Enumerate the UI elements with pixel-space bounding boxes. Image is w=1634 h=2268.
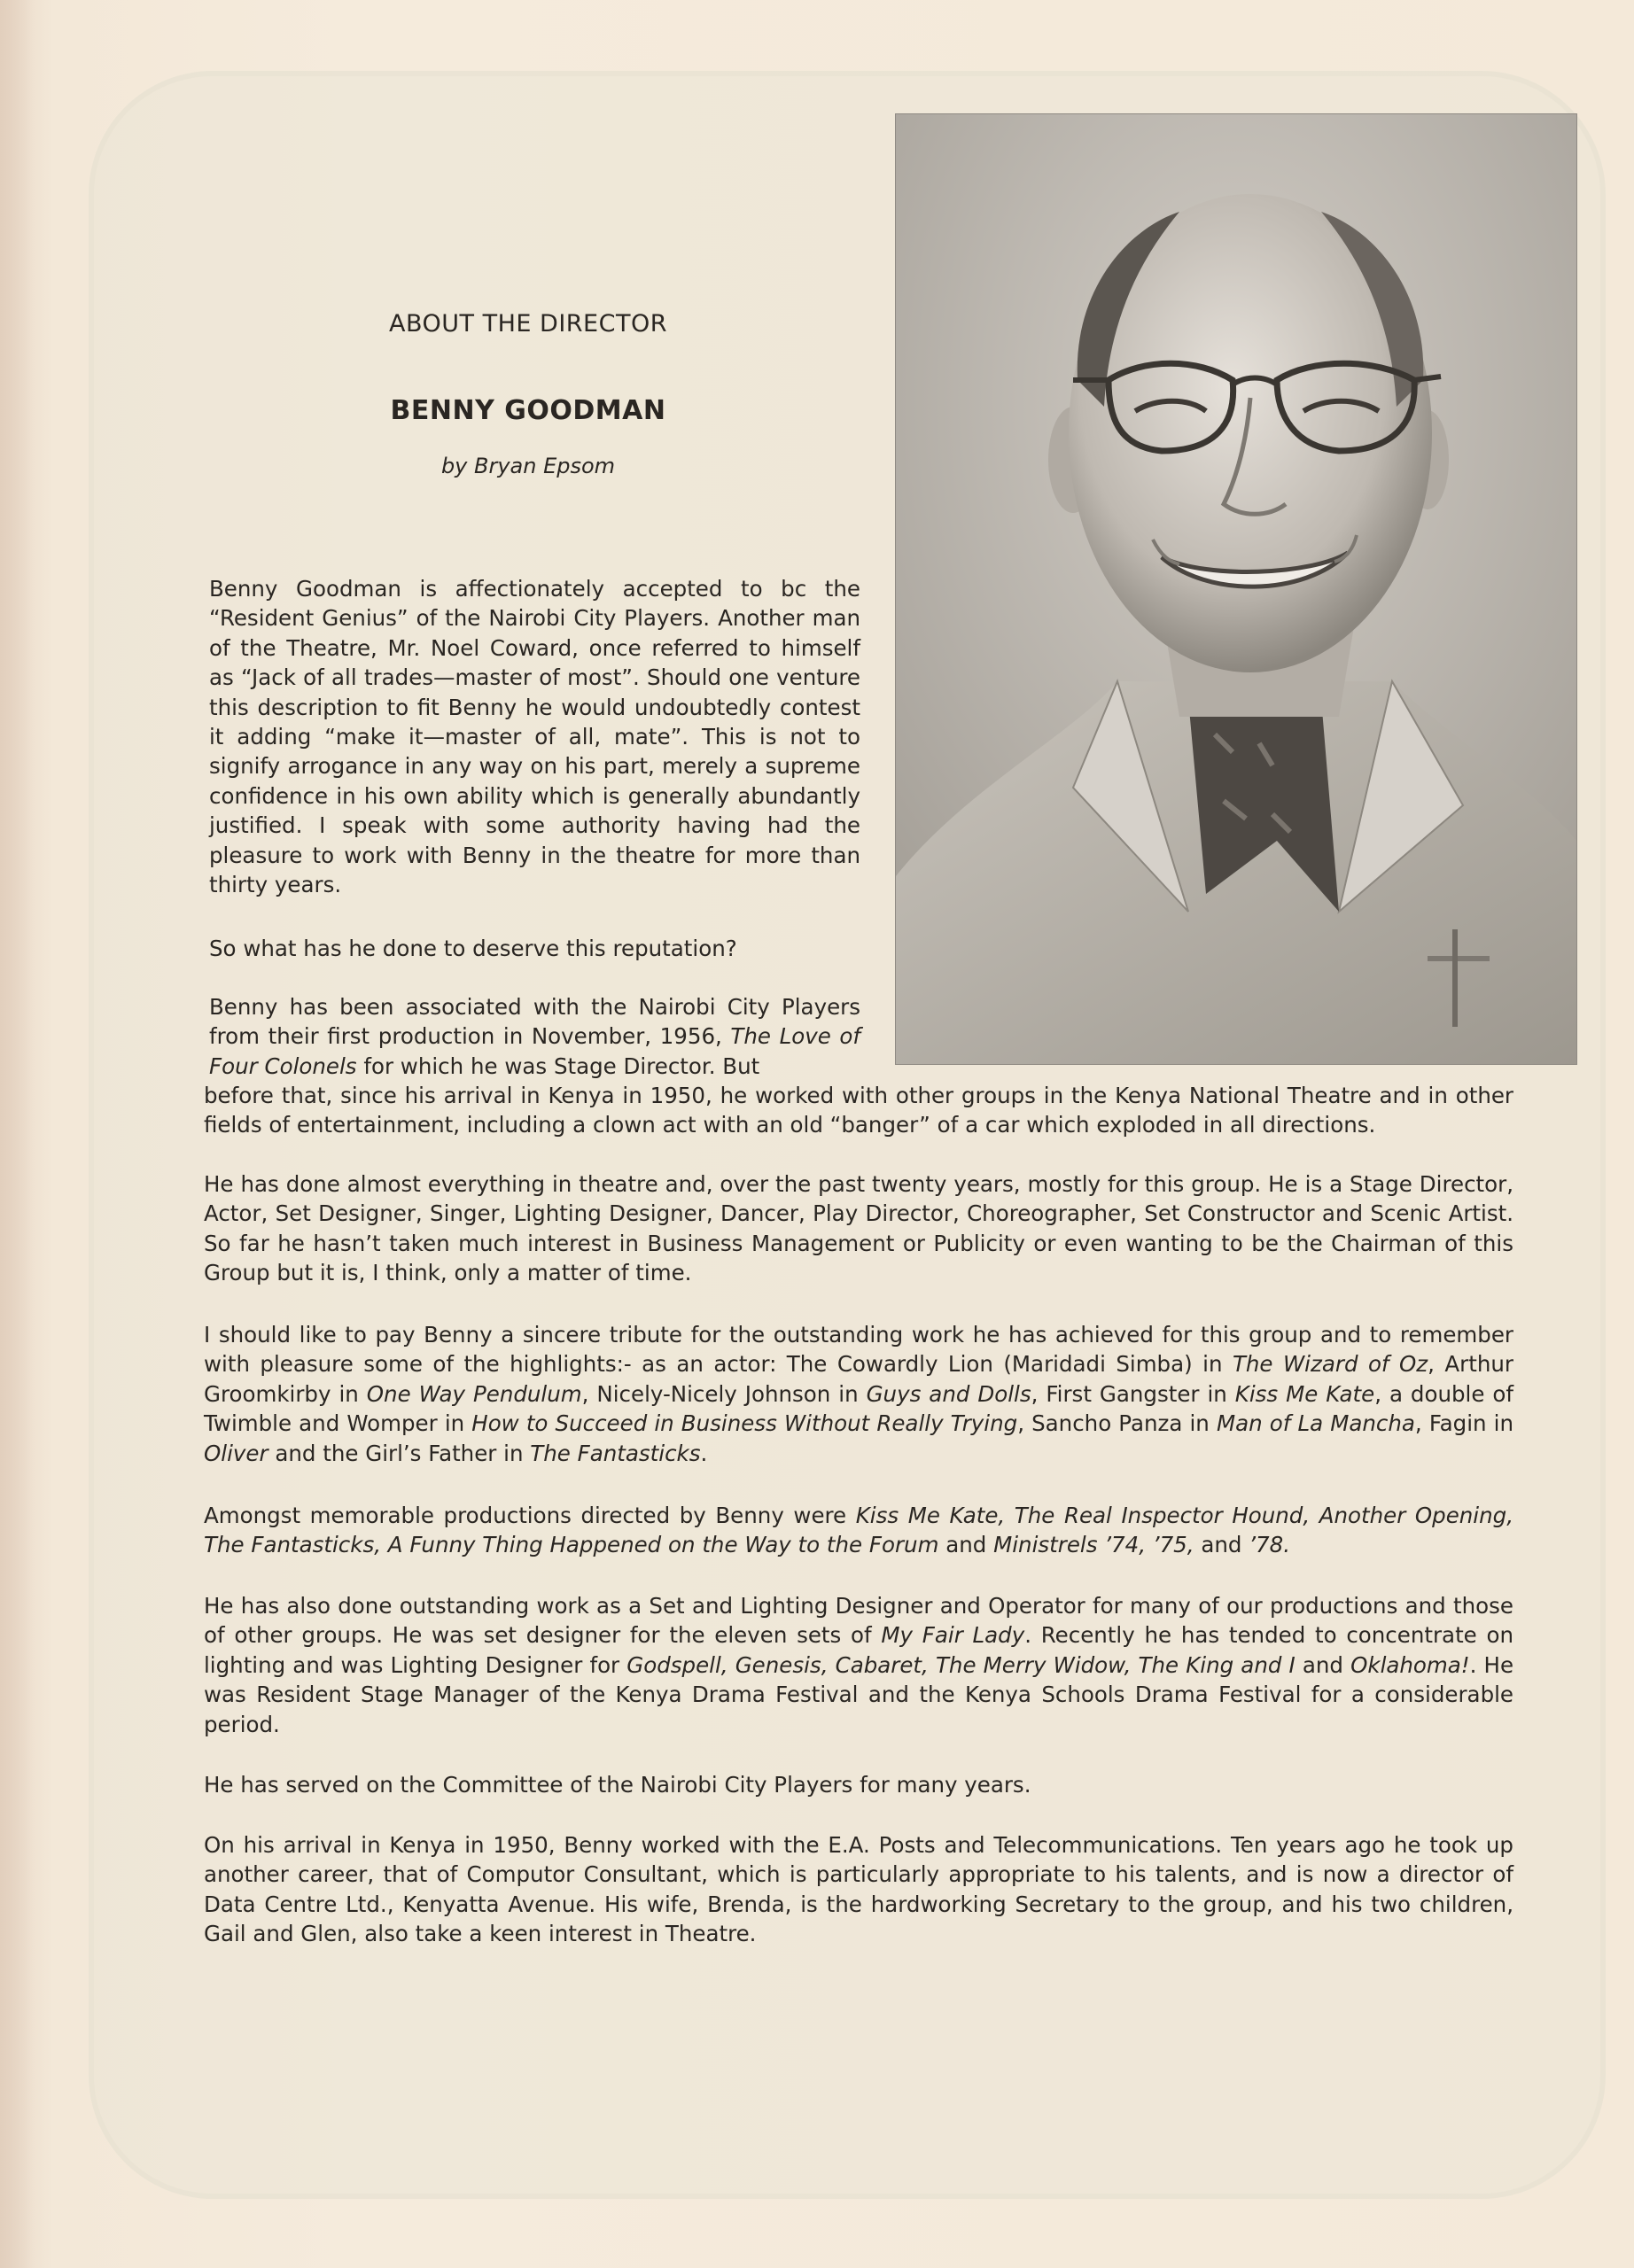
text-run: , Fagin in [1414, 1410, 1514, 1437]
text-run: , First Gangster in [1031, 1380, 1235, 1407]
play-title: Man of La Mancha [1216, 1410, 1415, 1437]
text-run: He has also done outstanding work as a Set and Lighting Designer and Operator for many of our productions and those of other groups. He was set designer for the eleven sets of [204, 1593, 1513, 1649]
portrait-photo [895, 113, 1577, 1065]
text-run: and [1194, 1532, 1249, 1558]
text-run: , a double of Twimble and Womper in [204, 1380, 1514, 1437]
play-title: Oliver [204, 1440, 268, 1466]
play-title: The Wizard of Oz [1232, 1351, 1428, 1378]
text-run: and the Girl’s Father in [268, 1440, 531, 1466]
paragraph-productions [204, 1501, 1513, 1560]
play-title: Guys and Dolls [866, 1380, 1031, 1407]
play-title: Kiss Me Kate, The Real Inspector Hound, Another Opening, The Fantasticks, A Funny Thing Happened on the Way to the Forum [204, 1503, 1513, 1558]
byline: by Bryan Epsom [440, 454, 616, 478]
text-run: and [938, 1532, 994, 1558]
play-title: The Love of Four Colonels [209, 1023, 861, 1079]
article-title: BENNY GOODMAN [390, 395, 666, 426]
play-title: Oklahoma! [1350, 1651, 1470, 1678]
paragraph-tribute [204, 1320, 1513, 1468]
play-title: ’78. [1249, 1532, 1290, 1558]
play-title: The Fantasticks [530, 1440, 701, 1466]
text-run: and [1295, 1651, 1351, 1678]
text-run: , Nicely-Nicely Johnson in [581, 1380, 867, 1407]
text-run: . He was Resident Stage Manager of the Kenya Drama Festival and the Kenya Schools Drama Festival for a considerable period. [204, 1651, 1514, 1737]
paragraph-question: So what has he done to deserve this reputation? [209, 936, 737, 961]
paragraph-committee: He has served on the Committee of the Nairobi City Players for many years. [204, 1772, 1031, 1798]
text-run: for which he was Stage Director. But [356, 1052, 760, 1079]
text-run: , Sancho Panza in [1017, 1410, 1217, 1437]
section-title: ABOUT THE DIRECTOR [389, 310, 667, 338]
paragraph-career: On his arrival in Kenya in 1950, Benny worked with the E.A. Posts and Telecommunications. Ten years ago he took up another career, that of Computor Consultant, which is particularly appropriate to his talents, and is now a director of Data Centre Ltd., Kenyatta Avenue. His wife, Brenda, is the hardworking Secretary to the group, and his two children, Gail and Glen, also take a keen interest in Theatre. [204, 1832, 1513, 1947]
text-run: Amongst memorable productions directed by Benny were [204, 1503, 856, 1528]
play-title: One Way Pendulum [366, 1380, 582, 1407]
paragraph-roles: He has done almost everything in theatre and, over the past twenty years, mostly for this group. He is a Stage Director, Actor, Set Designer, Singer, Lighting Designer, Dancer, Play Director, Choreographer, Set Constructor and Scenic Artist. So far he hasn’t taken much interest in Business Management or Publicity or even wanting to be the Chairman of this Group but it is, I think, only a matter of time. [204, 1171, 1513, 1286]
portrait-illustration [896, 114, 1576, 1064]
paragraph-history-part1 [209, 992, 860, 1081]
text-run: . [700, 1440, 708, 1466]
text-run: . Recently he has tended to concentrate on lighting and was Lighting Designer for [204, 1622, 1514, 1678]
play-title: Godspell, Genesis, Cabaret, The Merry Widow, The King and I [626, 1651, 1296, 1678]
text-run: , Arthur Groomkirby in [204, 1351, 1513, 1407]
paragraph-intro: Benny Goodman is affectionately accepted to bc the “Resident Genius” of the Nairobi City Players. Another man of the Theatre, Mr. Noel Coward, once referred to himself as “Jack of all trades—master of most”. Should one venture this description to fit Benny he would undoubtedly contest it adding “make it—master of all, mate”. This is not to signify arrogance in any way on his part, merely a supreme confidence in his own ability which is generally abundantly justified. I speak with some authority having had the pleasure to work with Benny in the theatre for more than thirty years. [209, 576, 860, 898]
play-title: How to Succeed in Business Without Really Trying [471, 1410, 1018, 1437]
play-title: Ministrels ’74, ’75, [993, 1532, 1194, 1558]
paragraph-history-part2: before that, since his arrival in Kenya in 1950, he worked with other groups in the Kenya National Theatre and in other fields of entertainment, including a clown act with an old “banger” of a car which exploded in all directions. [204, 1083, 1513, 1138]
text-run: I should like to pay Benny a sincere tribute for the outstanding work he has achieved for this group and to remember with pleasure some of the highlights:- as an actor: The Cowardly Lion (Maridadi Simba) in [204, 1322, 1513, 1378]
play-title: My Fair Lady [881, 1622, 1025, 1649]
text-run: Benny has been associated with the Nairobi City Players from their first production in November, 1956, [209, 994, 860, 1050]
play-title: Kiss Me Kate [1234, 1380, 1375, 1407]
binding-gutter [0, 0, 34, 2268]
paragraph-design-work [204, 1591, 1513, 1739]
